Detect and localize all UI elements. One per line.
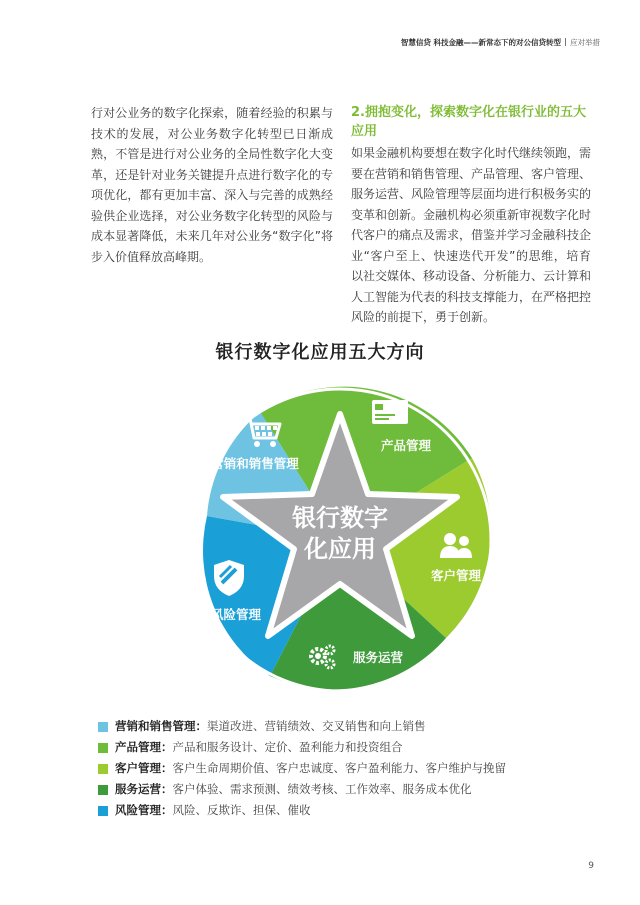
segment-label-risk: 风险管理 [210,608,262,622]
five-directions-wheel [174,374,506,706]
legend-term: 客户管理： [115,761,173,775]
left-column-paragraph: 行对公业务的数字化探索，随着经验的积累与技术的发展，对公业务数字化转型已日渐成熟，不管是进行对公业务的全局性数字化大变革，还是针对业务关键提升点进行数字化的专项优化，都有更加丰富、深入与完善的成熟经验供企业选择，对公业务数字化转型的风险与成本显著降低，未来几年对公业务“数字化”将步入价值释放高峰期。 [91,106,333,264]
legend-swatch-marketing [98,722,108,732]
segment-label-customer: 客户管理 [430,569,482,583]
legend-item [98,737,598,758]
right-column-paragraph: 如果金融机构要想在数字化时代继续领跑，需要在营销和销售管理、产品管理、客户管理、服务运营、风险管理等层面均进行积极务实的变革和创新。金融机构必须重新审视数字化时代客户的痛点及需求，借鉴并学习金融科技企业“客户至上、快速迭代开发”的思维，培育以社交媒体、移动设备、分析能力、云计算和人工智能为代表的科技支撑能力，在严格把控风险的前提下，勇于创新。 [351,146,592,324]
segment-label-marketing: 营销和销售管理 [211,457,299,471]
page-number: 9 [588,861,594,871]
legend-swatch-service [98,785,108,795]
legend-item [98,779,598,800]
header-separator [565,38,566,46]
legend-item [98,800,598,821]
center-label-line1: 银行数字 [292,505,388,532]
segment-label-service: 服务运营 [352,651,404,665]
header-subtitle: 应对举措 [570,38,600,47]
legend-term: 服务运营： [115,782,173,796]
segment-label-product: 产品管理 [380,439,432,453]
legend [98,716,598,821]
legend-item [98,758,598,779]
section-title: 2.拥抱变化，探索数字化在银行业的五大应用 [351,105,586,139]
center-label-line2: 化应用 [304,536,376,563]
legend-swatch-product [98,743,108,753]
legend-desc: 客户体验、需求预测、绩效考核、工作效率、服务成本优化 [172,782,472,796]
right-column [351,103,591,328]
diagram-title: 银行数字化应用五大方向 [215,342,425,363]
running-header [401,37,600,48]
legend-term: 营销和销售管理： [115,719,207,733]
header-title: 智慧信贷 科技金融——新常态下的对公信贷转型 [400,38,561,47]
legend-item [98,716,598,737]
legend-desc: 渠道改进、营销绩效、交叉销售和向上销售 [207,719,426,733]
legend-term: 产品管理： [115,740,173,754]
legend-desc: 产品和服务设计、定价、盈利能力和投资组合 [172,740,403,754]
legend-desc: 客户生命周期价值、客户忠诚度、客户盈利能力、客户维护与挽留 [172,761,506,775]
legend-swatch-risk [98,806,108,816]
legend-desc: 风险、反欺诈、担保、催收 [172,803,311,817]
legend-term: 风险管理： [115,803,173,817]
card-icon [372,400,408,424]
legend-swatch-customer [98,764,108,774]
